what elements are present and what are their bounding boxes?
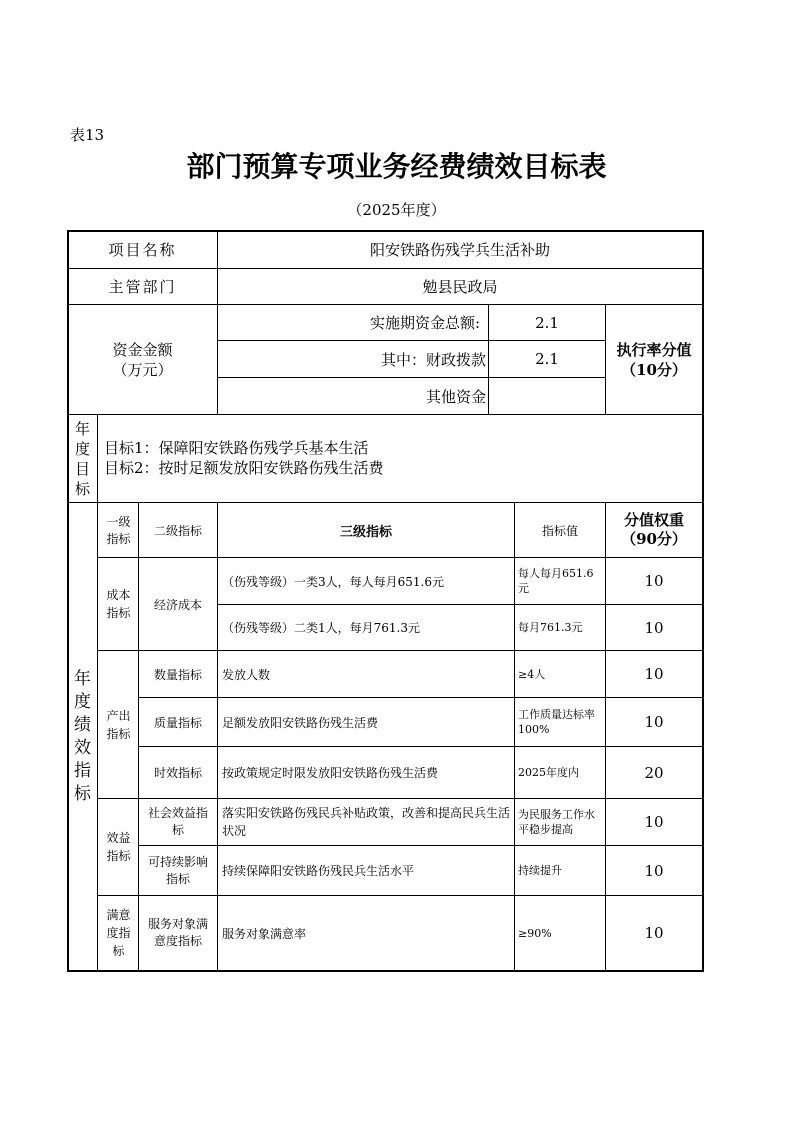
annual-goal-label: 年度目标 [74, 419, 90, 498]
indicator-score: 10 [644, 861, 664, 880]
indicator-l3: 服务对象满意率 [222, 926, 307, 941]
project-name-value: 阳安铁路伤残学兵生活补助 [369, 241, 550, 259]
indicator-score: 10 [644, 924, 664, 942]
perf-indicators-text: 年度绩效指标 [74, 668, 91, 804]
indicator-score: 10 [644, 665, 664, 683]
fund-label [68, 305, 217, 414]
indicator-score: 10 [644, 713, 664, 731]
sub-quantity: 数量指标 [153, 667, 202, 682]
indicator-value: 工作质量达标率100% [518, 708, 595, 736]
header-weight-line1: 分值权重 [623, 511, 684, 529]
indicator-value: 持续提升 [518, 864, 562, 877]
goal-1: 目标1：保障阳安铁路伤残学兵基本生活 [104, 439, 369, 457]
indicator-score: 20 [644, 763, 664, 782]
indicator-value: 每人每月651.6元 [518, 567, 594, 595]
header-level1: 一级指标 [106, 515, 131, 546]
sub-timeliness: 时效指标 [153, 766, 202, 780]
perf-indicators-label [68, 503, 97, 970]
group-satisfaction: 满意度指标 [106, 908, 131, 958]
indicator-value: ≥90% [518, 926, 552, 940]
table-number: 表13 [70, 126, 105, 144]
group-benefit: 效益指标 [106, 831, 131, 863]
year-label: （2025年度） [347, 200, 446, 219]
indicator-l3: 足额发放阳安铁路伤残生活费 [222, 715, 379, 730]
sub-social: 社会效益指标 [147, 806, 208, 837]
indicator-score: 10 [644, 813, 664, 831]
page-title: 部门预算专项业务经费绩效目标表 [186, 150, 607, 183]
exec-rate-line2: （10分） [621, 360, 687, 379]
fund-fin-label: 其中：财政拨款 [380, 350, 486, 369]
header-weight-line2: （90分） [621, 530, 687, 548]
fund-total-value: 2.1 [535, 313, 559, 332]
header-value: 指标值 [541, 523, 578, 538]
fund-total-label: 实施期资金总额: [369, 314, 480, 332]
indicator-value: 为民服务工作水平稳步提高 [518, 808, 595, 836]
indicator-value: ≥4人 [518, 667, 546, 681]
fund-other-value [489, 378, 605, 414]
indicator-value: 2025年度内 [518, 766, 579, 779]
indicator-l3: 按政策规定时限发放阳安铁路伤残生活费 [222, 766, 439, 780]
exec-rate-line1: 执行率分值 [616, 340, 692, 359]
dept-value: 勉县民政局 [422, 278, 498, 296]
indicator-l3: 持续保障阳安铁路伤残民兵生活水平 [222, 864, 415, 878]
header-level3: 三级指标 [339, 524, 392, 540]
header-weight [606, 503, 702, 557]
fund-label-line2: （万元） [112, 360, 173, 379]
header-level2: 二级指标 [153, 523, 202, 538]
indicator-l3: 落实阳安铁路伤残民兵补贴政策，改善和提高民兵生活状况 [222, 806, 511, 838]
exec-rate-label [606, 305, 702, 414]
indicator-score: 10 [644, 618, 664, 637]
annual-goals [104, 438, 594, 478]
indicator-l3: （伤残等级）二类1人，每月761.3元 [222, 621, 420, 635]
fund-label-line1: 资金金额 [112, 340, 173, 359]
project-name-label: 项目名称 [108, 241, 177, 259]
group-output: 产出指标 [106, 708, 131, 741]
fund-other-label: 其他资金 [425, 387, 486, 406]
dept-label: 主管部门 [108, 278, 177, 296]
group-cost: 成本指标 [106, 588, 131, 620]
sub-service: 服务对象满意度指标 [147, 917, 208, 948]
fund-fin-value: 2.1 [535, 350, 559, 368]
indicator-l3: （伤残等级）一类3人，每人每月651.6元 [222, 574, 444, 589]
sub-economic: 经济成本 [153, 597, 202, 612]
sub-sustain: 可持续影响指标 [147, 854, 208, 886]
indicator-value: 每月761.3元 [518, 621, 583, 634]
goal-2: 目标2：按时足额发放阳安铁路伤残生活费 [104, 459, 384, 477]
sub-quality: 质量指标 [153, 715, 202, 730]
indicator-l3: 发放人数 [222, 667, 271, 682]
indicator-score: 10 [644, 572, 664, 590]
